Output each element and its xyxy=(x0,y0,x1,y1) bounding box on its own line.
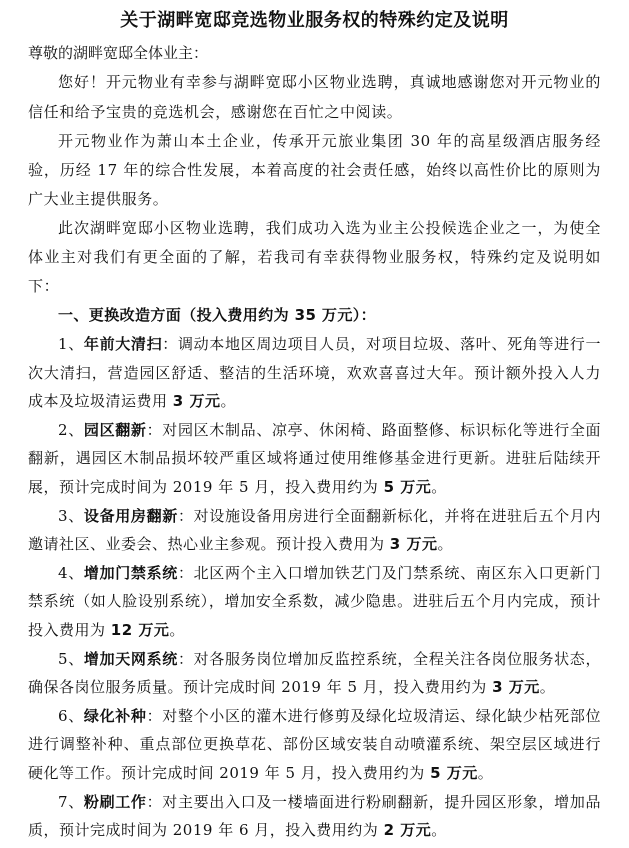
list-item xyxy=(28,502,601,559)
document-title: 关于湖畔宽邸竞选物业服务权的特殊约定及说明 xyxy=(120,10,509,31)
item-cost: 3 万元 xyxy=(389,535,438,554)
item-text: ：对整个小区的灌木进行修剪及绿化垃圾清运、绿化缺少枯死部位进行调整补种、重点部位更换草花、部份区域安装自动喷灌系统、架空层区域进行硬化等工作。预计完成时间 2019 年 5 月，投入费用约为 xyxy=(28,706,601,782)
item-cost: 5 万元 xyxy=(383,477,432,496)
item-text: ：对园区木制品、凉亭、休闲椅、路面整修、标识标化等进行全面翻新，遇园区木制品损坏较严重区域将通过使用维修基金进行更新。进驻后陆续开展，预计完成时间为 2019 年 5 月，投入费用约为 xyxy=(28,420,601,496)
item-end: 。 xyxy=(477,763,494,782)
item-number: 6、 xyxy=(58,706,84,725)
item-cost: 3 万元 xyxy=(172,392,221,411)
list-item xyxy=(28,416,601,502)
item-text: ：对设施设备用房进行全面翻新标化，并将在进驻后五个月内邀请社区、业委会、热心业主参观。预计投入费用为 xyxy=(28,506,601,554)
item-end: 。 xyxy=(437,535,453,554)
list-item xyxy=(28,330,601,416)
item-end: 。 xyxy=(431,477,447,496)
item-label: 增加门禁系统 xyxy=(83,563,178,582)
item-label: 增加天网系统 xyxy=(83,649,178,668)
list-item xyxy=(28,645,601,702)
item-label: 园区翻新 xyxy=(83,420,147,439)
item-cost: 5 万元 xyxy=(430,763,478,782)
item-number: 4、 xyxy=(58,563,84,582)
intro-paragraph: 您好！开元物业有幸参与湖畔宽邸小区物业选聘，真诚地感谢您对开元物业的信任和给予宝贵的竞选机会，感谢您在百忙之中阅读。 xyxy=(28,73,601,121)
item-number: 3、 xyxy=(58,506,84,525)
item-number: 1、 xyxy=(58,335,84,353)
item-label: 粉刷工作 xyxy=(83,792,147,811)
item-number: 2、 xyxy=(58,420,84,439)
section-heading: 一、更换改造方面（投入费用约为 35 万元）： xyxy=(58,306,377,324)
list-item xyxy=(28,559,601,645)
item-text: ：对各服务岗位增加反监控系统，全程关注各岗位服务状态，确保各岗位服务质量。预计完成时间 2019 年 5 月，投入费用约为 xyxy=(28,649,601,697)
item-number: 5、 xyxy=(58,649,84,668)
item-label: 设备用房翻新 xyxy=(83,506,178,525)
item-number: 7、 xyxy=(58,792,84,811)
item-label: 绿化补种 xyxy=(83,706,147,725)
item-cost: 2 万元 xyxy=(383,821,432,840)
item-end: 。 xyxy=(169,620,185,639)
item-text: ：调动本地区周边项目人员，对项目垃圾、落叶、死角等进行一次大清扫，营造园区舒适、整洁的生活环境，欢欢喜喜过大年。预计额外投入人力成本及垃圾清运费用 xyxy=(28,335,601,411)
intro-paragraph: 开元物业作为萧山本土企业，传承开元旅业集团 30 年的高星级酒店服务经验，历经 17 年的综合性发展，本着高度的社会责任感，始终以高性价比的原则为广大业主提供服务。 xyxy=(28,132,601,208)
item-text: ：对主要出入口及一楼墙面进行粉刷翻新，提升园区形象，增加品质，预计完成时间为 2019 年 6 月，投入费用约为 xyxy=(28,792,601,840)
intro-paragraph: 此次湖畔宽邸小区物业选聘，我们成功入选为业主公投候选企业之一，为使全体业主对我们有更全面的了解，若我司有幸获得物业服务权，特殊约定及说明如下： xyxy=(28,219,601,295)
list-item xyxy=(28,788,601,845)
item-end: 。 xyxy=(431,821,447,840)
item-cost: 12 万元 xyxy=(110,620,170,639)
item-label: 年前大清扫 xyxy=(83,335,163,353)
item-end: 。 xyxy=(220,392,236,411)
item-end: 。 xyxy=(539,678,556,697)
item-text: ：北区两个主入口增加铁艺门及门禁系统、南区东入口更新门禁系统（如人脸设别系统），增加安全系数，减少隐患。进驻后五个月内完成，预计投入费用为 xyxy=(28,563,601,639)
list-item xyxy=(28,702,601,788)
item-cost: 3 万元 xyxy=(492,678,540,697)
salutation: 尊敬的湖畔宽邸全体业主： xyxy=(28,44,209,62)
